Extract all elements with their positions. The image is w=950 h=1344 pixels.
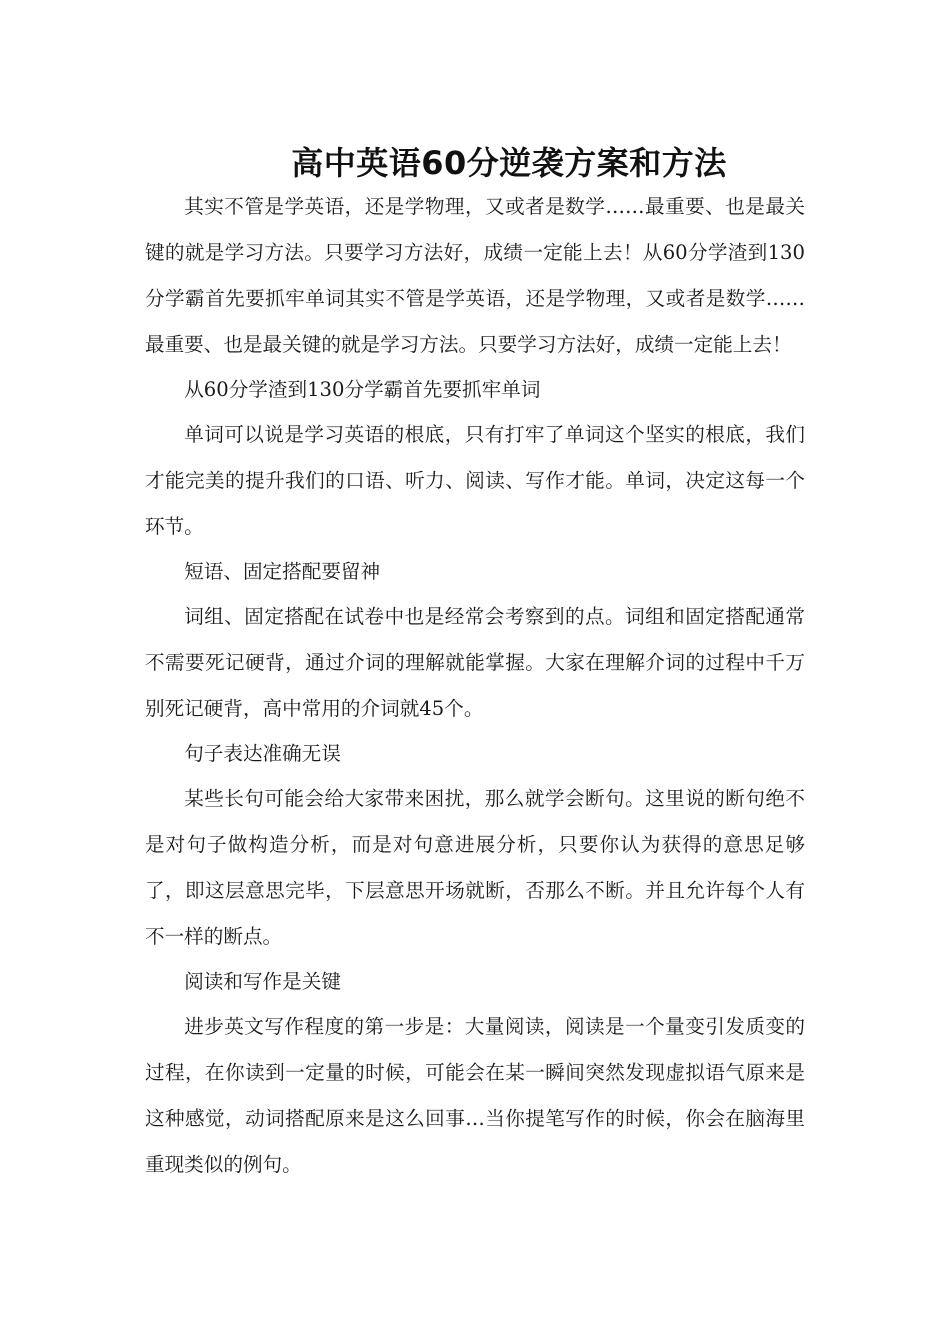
paragraph-reading-writing: 进步英文写作程度的第一步是：大量阅读，阅读是一个量变引发质变的过程，在你读到一定量的时候，可能会在某一瞬间突然发现虚拟语气原来是这种感觉，动词搭配原来是这么回事…当你提笔写作的时候，你会在脑海里重现类似的例句。 — [145, 1015, 805, 1176]
paragraph-sentences: 某些长句可能会给大家带来困扰，那么就学会断句。这里说的断句绝不是对句子做构造分析，而是对句意进展分析，只要你认为获得的意思足够了，即这层意思完毕，下层意思开场就断，否那么不断。并且允许每个人有不一样的断点。 — [145, 787, 805, 948]
section-heading-sentences: 句子表达准确无误 — [184, 742, 341, 765]
paragraph-phrases: 词组、固定搭配在试卷中也是经常会考察到的点。词组和固定搭配通常不需要死记硬背，通过介词的理解就能掌握。大家在理解介词的过程中千万别死记硬背，高中常用的介词就45个。 — [145, 605, 805, 720]
document-title: 高中英语60分逆袭方案和方法 — [291, 144, 727, 183]
paragraph-intro: 其实不管是学英语，还是学物理，又或者是数学……最重要、也是最关键的就是学习方法。只要学习方法好，成绩一定能上去！从60分学渣到130分学霸首先要抓牢单词其实不管是学英语，还是学物理，又或者是数学……最重要、也是最关键的就是学习方法。只要学习方法好，成绩一定能上去！ — [145, 195, 805, 356]
section-heading-reading-writing: 阅读和写作是关键 — [184, 970, 341, 993]
document-body — [145, 184, 805, 1188]
section-heading-phrases: 短语、固定搭配要留神 — [184, 560, 381, 583]
paragraph-vocabulary: 单词可以说是学习英语的根底，只有打牢了单词这个坚实的根底，我们才能完美的提升我们的口语、听力、阅读、写作才能。单词，决定这每一个环节。 — [145, 423, 805, 538]
section-heading-vocabulary: 从60分学渣到130分学霸首先要抓牢单词 — [184, 378, 541, 401]
